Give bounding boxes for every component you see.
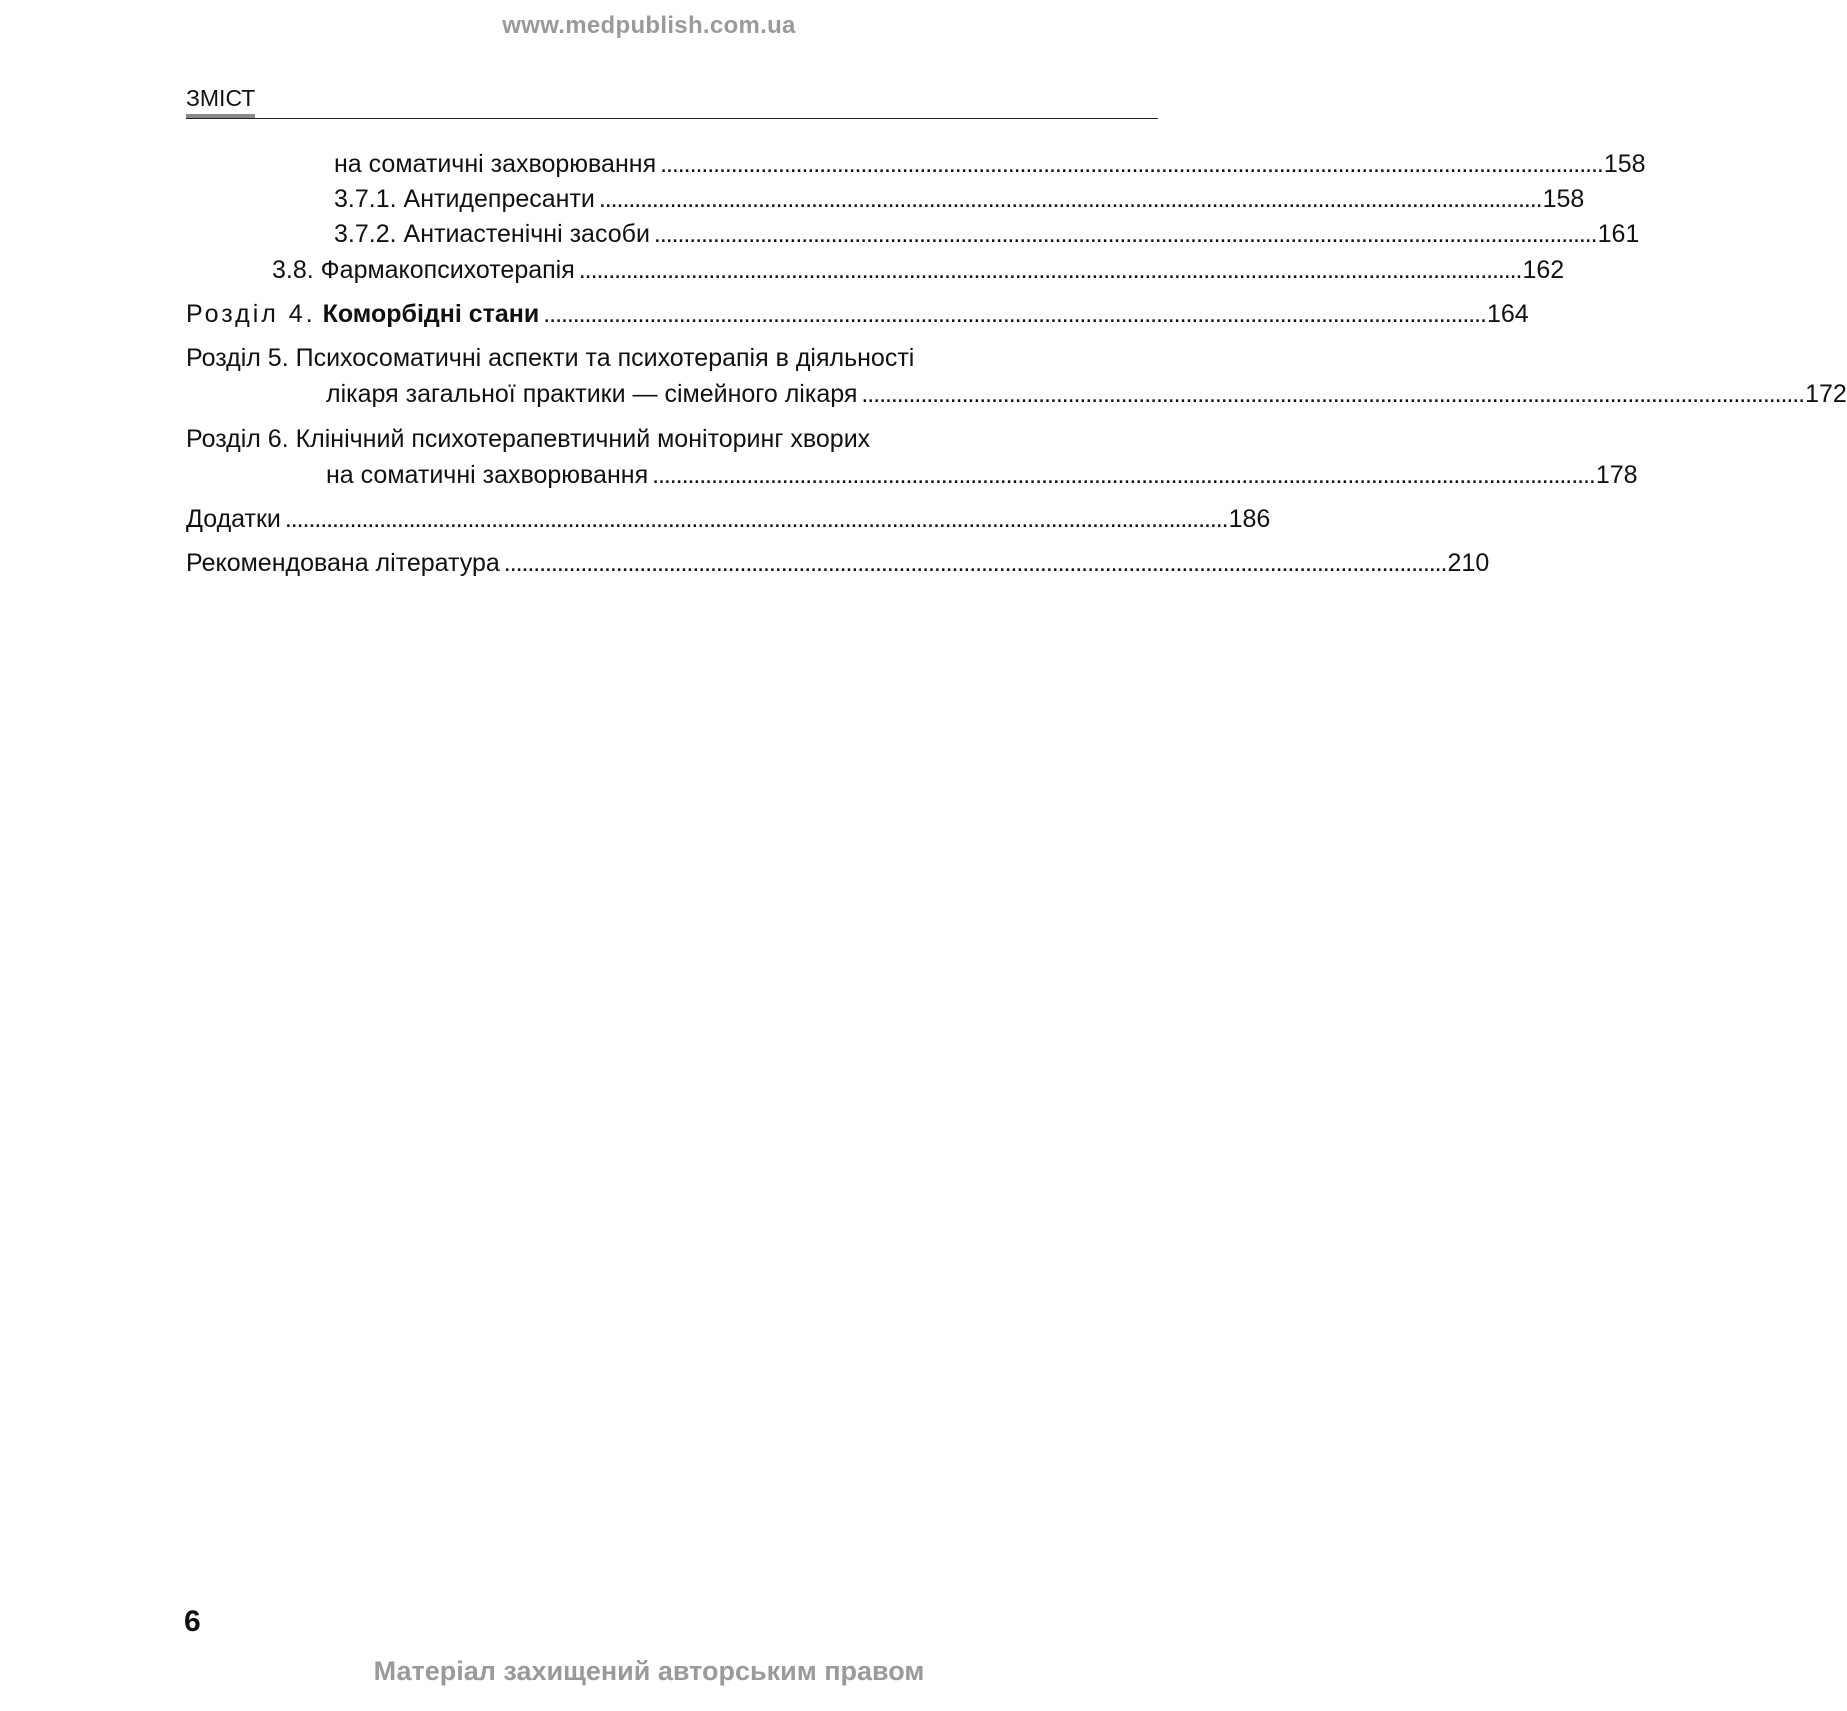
toc-entry[interactable] [186, 216, 1640, 252]
toc-entry-label [186, 340, 914, 376]
toc-entry[interactable] [186, 545, 1490, 581]
toc-entry-label [272, 252, 575, 288]
toc-entry[interactable] [186, 181, 1585, 217]
toc-entry-label [334, 181, 595, 217]
toc-entry-page: 158 [1603, 150, 1646, 178]
toc-entry-page: 172 [1805, 380, 1847, 408]
toc-entry-title-continued: лікаря загальної практики — сімейного лікаря [326, 380, 858, 408]
leader-dots [579, 252, 1519, 288]
toc-entry-first-line[interactable] [186, 340, 1158, 376]
toc-entry[interactable] [186, 501, 1271, 537]
leader-dots [861, 376, 1801, 412]
toc-entry-title: Клінічний психотерапевтичний моніторинг хворих [295, 425, 871, 453]
toc-entry-title-continued: на соматичні захворювання [326, 461, 649, 489]
leader-dots [599, 181, 1539, 217]
running-head [186, 84, 1158, 119]
toc-entry-page: 178 [1595, 461, 1638, 489]
toc-entry-page: 210 [1447, 549, 1490, 577]
toc-entry-page: 186 [1228, 505, 1271, 533]
toc-entry-title: Психосоматичні аспекти та психотерапія в діяльності [295, 344, 915, 372]
chapter-label: Розділ 6. [186, 425, 289, 453]
toc-entry-label [334, 216, 650, 252]
toc-entry-page: 158 [1542, 185, 1585, 213]
toc-entry-title: Рекомендована література [186, 549, 500, 577]
toc-entry-number: 3.8. [272, 256, 314, 284]
toc-entry-title: Антидепресанти [403, 185, 595, 213]
page-number: 6 [184, 1605, 201, 1638]
toc-entry[interactable] [186, 296, 1529, 332]
leader-dots [654, 216, 1594, 252]
toc-entry-title: Додатки [186, 505, 281, 533]
toc-entry-label [186, 421, 870, 457]
toc-entry-first-line[interactable] [186, 421, 1158, 457]
leader-dots [652, 457, 1592, 493]
toc-entry-title: Фармакопсихотерапія [320, 256, 575, 284]
toc-entry-page: 164 [1487, 300, 1529, 328]
toc-entry-second-line[interactable] [186, 376, 1847, 412]
leader-dots [660, 146, 1600, 182]
toc-entry-title: на соматичні захворювання [334, 150, 657, 178]
copyright-watermark: Матеріал захищений авторським правом [373, 1656, 925, 1686]
toc-entry[interactable] [186, 252, 1565, 288]
toc-entry[interactable] [186, 146, 1646, 182]
leader-dots [285, 501, 1225, 537]
toc-entry-number: 3.7.2. [334, 220, 397, 248]
toc-entry-number: 3.7.1. [334, 185, 397, 213]
toc-entry-title: Коморбідні стани [322, 300, 540, 328]
toc-entry-page: 162 [1522, 256, 1565, 284]
toc-entry-title: Антиастенічні засоби [403, 220, 650, 248]
chapter-label: Розділ 5. [186, 344, 289, 372]
toc-entry-label [186, 296, 539, 332]
leader-dots [543, 296, 1483, 332]
section-title: ЗМІСТ [186, 84, 255, 118]
toc-entry-page: 161 [1597, 220, 1640, 248]
toc-entry-second-line[interactable] [186, 457, 1638, 493]
chapter-label: Розділ 4. [186, 300, 316, 328]
leader-dots [504, 545, 1444, 581]
top-watermark: www.medpublish.com.ua [502, 12, 796, 39]
